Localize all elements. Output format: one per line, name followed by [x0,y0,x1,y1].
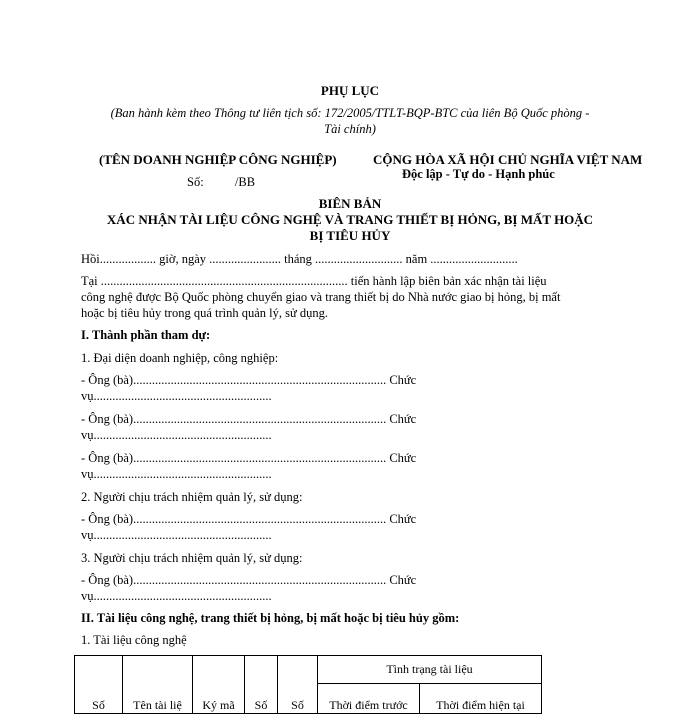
person-line: - Ông (bà)................................................................................. Chức [81,573,417,587]
doc-title-line3: BỊ TIÊU HỦY [309,228,391,243]
role-line: vụ......................................................... [81,589,272,603]
role-line: vụ......................................................... [81,428,272,442]
company-name: (TÊN DOANH NGHIỆP CÔNG NGHIỆP) [99,152,337,167]
status-group-header: Tình trạng tài liệu [318,656,542,684]
col-header-code: Ký mã [193,656,245,714]
section-2-title: II. Tài liệu công nghệ, trang thiết bị hỏng, bị mất hoặc bị tiêu hủy gồm: [81,611,460,625]
doc-title: BIÊN BẢN [318,196,382,211]
appendix-title: PHỤ LỤC [320,83,380,98]
group-3-title: 3. Người chịu trách nhiệm quản lý, sử dụng: [81,551,303,565]
appendix-subtitle-line2: Tài chính) [324,122,376,136]
col-header-name: Tên tài liệ [123,656,193,714]
status-before-header: Thời điểm trước [318,684,420,714]
section-1-title: I. Thành phần tham dự: [81,328,211,342]
col-header-qty2: Số [278,656,318,714]
document-number: Số: /BB [187,175,256,189]
time-line: Hồi.................. giờ, ngày ....................... tháng ............................ năm ............................ [81,252,518,266]
col-header-qty1: Số [245,656,278,714]
person-line: - Ông (bà)................................................................................. Chức [81,512,417,526]
group-1-title: 1. Đại diện doanh nghiệp, công nghiệp: [81,351,279,365]
appendix-subtitle-line1: (Ban hành kèm theo Thông tư liên tịch số: 172/2005/TTLT-BQP-BTC của liên Bộ Quốc phòng - [110,106,590,120]
role-line: vụ......................................................... [81,528,272,542]
group-2-title: 2. Người chịu trách nhiệm quản lý, sử dụng: [81,490,303,504]
person-line: - Ông (bà)................................................................................. Chức [81,412,417,426]
role-line: vụ......................................................... [81,467,272,481]
place-line-3: hoặc bị tiêu hủy trong quá trình quản lý, sử dụng. [81,306,329,320]
place-line-1: Tại ............................................................................... tiến hành lập biên bản xác nhận tài liệu [81,274,547,288]
person-line: - Ông (bà)................................................................................. Chức [81,451,417,465]
status-now-header: Thời điểm hiện tại [420,684,542,714]
place-line-2: công nghệ được Bộ Quốc phòng chuyển giao và trang thiết bị do Nhà nước giao bị hỏng, bị mất [81,290,561,304]
doc-title-line2: XÁC NHẬN TÀI LIỆU CÔNG NGHỆ VÀ TRANG THIẾT BỊ HỎNG, BỊ MẤT HOẶC [106,212,594,227]
person-line: - Ông (bà)................................................................................. Chức [81,373,417,387]
subsection-1-title: 1. Tài liệu công nghệ [81,633,187,647]
country-name: CỘNG HÒA XÃ HỘI CHỦ NGHĨA VIỆT NAM [373,152,643,167]
col-header-stt: Số [75,656,123,714]
national-motto: Độc lập - Tự do - Hạnh phúc [402,167,555,181]
role-line: vụ......................................................... [81,389,272,403]
technology-documents-table [74,655,542,714]
